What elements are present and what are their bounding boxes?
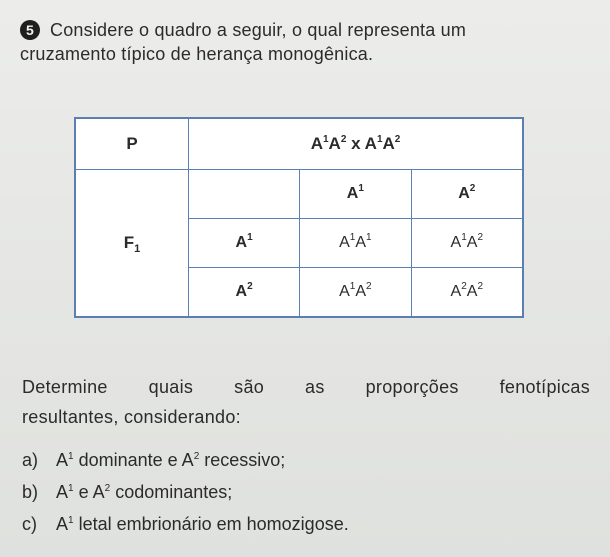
parental-cross: $A^1A^2$ x $A^1A^2$ bbox=[310, 134, 401, 153]
row-header-gamete-2: $A^2$ bbox=[189, 268, 300, 318]
row-header-gamete-1: $A^1$ bbox=[189, 219, 300, 268]
table-row-parental bbox=[75, 118, 523, 170]
f1-subscript: 1 bbox=[134, 243, 141, 255]
question-number-badge: 5 bbox=[20, 20, 40, 40]
prompt-line-1: Determine quais são as proporções fenotípicas bbox=[22, 377, 590, 397]
f1-label: F bbox=[123, 233, 135, 252]
parental-cross-cell bbox=[189, 118, 523, 170]
column-header-gamete-2: $A^2$ bbox=[411, 170, 523, 219]
genotype-cell: $A^1A^2$ bbox=[411, 219, 523, 268]
parental-label-cell bbox=[75, 118, 189, 170]
empty-corner-cell bbox=[189, 170, 300, 219]
answer-items bbox=[22, 444, 590, 540]
question-line-1: Considere o quadro a seguir, o qual representa um bbox=[50, 20, 467, 40]
parental-label: P bbox=[126, 134, 138, 153]
genotype-cell: $A^1A^2$ bbox=[300, 268, 411, 318]
column-header-gamete-1: $A^1$ bbox=[300, 170, 411, 219]
prompt-line-2: resultantes, considerando: bbox=[22, 407, 241, 427]
question-statement bbox=[20, 18, 600, 66]
cross-table bbox=[74, 117, 524, 318]
table-row-gametes-header bbox=[75, 170, 523, 219]
list-item: c) $A^1$ letal embrionário em homozigose. bbox=[22, 514, 349, 534]
list-item: b) $A^1$ e $A^2$ codominantes; bbox=[22, 482, 233, 502]
list-item: a) $A^1$ dominante e $A^2$ recessivo; bbox=[22, 450, 286, 470]
genotype-cell: $A^1A^1$ bbox=[300, 219, 411, 268]
question-line-2: cruzamento típico de herança monogênica. bbox=[20, 44, 374, 64]
f1-label-cell bbox=[75, 170, 189, 318]
task-prompt bbox=[22, 372, 590, 432]
genotype-cell: $A^2A^2$ bbox=[411, 268, 523, 318]
